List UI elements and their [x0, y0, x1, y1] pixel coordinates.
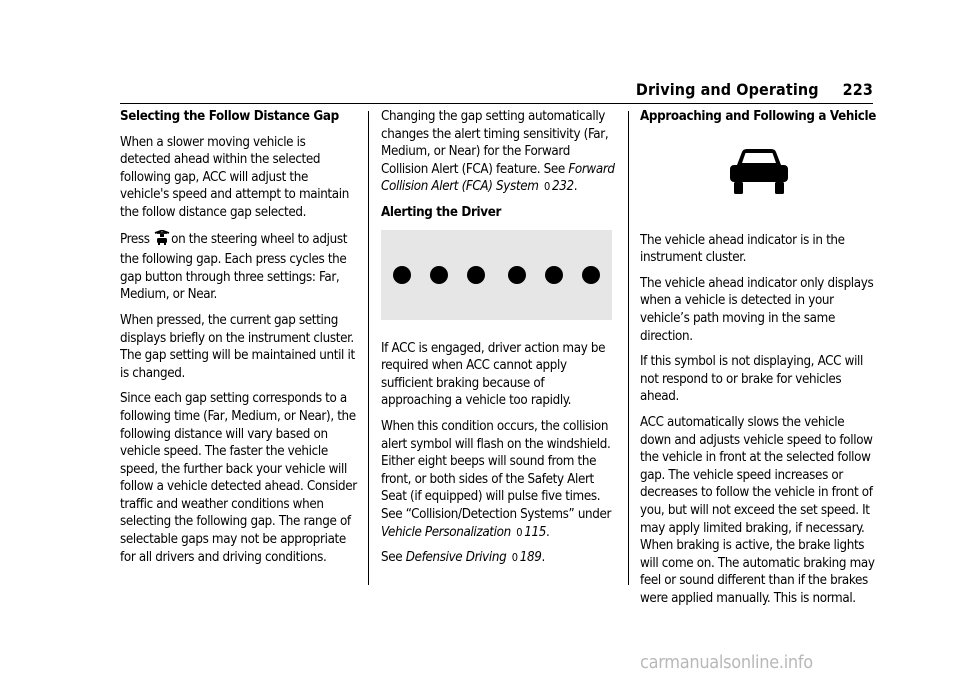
alert-light-dot: [430, 266, 448, 284]
paragraph: See Defensive Driving 0 189.: [381, 550, 545, 566]
xref-symbol: 0: [516, 525, 523, 539]
alert-light-dot: [467, 266, 485, 284]
paragraph-text: Press: [120, 231, 150, 247]
column-divider-1: [368, 111, 369, 585]
paragraph: When a slower moving vehicle is detected ahead within the selected following gap, ACC will adjust the vehicle's speed and attempt to maintain the follow distance gap selected.: [120, 134, 349, 220]
xref-link-defensive-driving[interactable]: Defensive Driving: [405, 550, 507, 566]
paragraph: ACC automatically slows the vehicle down and adjusts vehicle speed to follow the vehicle in front at the selected follow gap. The vehicle speed increases or decreases to follow the vehicle in front of you, but will not exceed the set speed. It may apply limited braking, if necessary. When braking is active, the brake lights will come on. The automatic braking may feel or sound different than if the brakes were applied manually. This is normal.: [640, 414, 875, 606]
vehicle-ahead-icon: [728, 148, 790, 198]
page-header: [636, 80, 873, 99]
xref-link-forward-collision-alert[interactable]: Forward Collision Alert (FCA) System: [381, 161, 615, 195]
paragraph-text: When this condition occurs, the collision alert symbol will flash on the windshield. Either eight beeps will sound from the front, or both sides of the Safety Alert Seat (if equipped) will pulse five times. See “Collision/Detection Systems” under: [381, 418, 612, 522]
xref-symbol: 0: [511, 551, 518, 565]
xref-page-number[interactable]: 232: [551, 179, 574, 195]
alert-light-dot: [582, 266, 600, 284]
paragraph: The vehicle ahead indicator is in the instrument cluster.: [640, 232, 845, 266]
xref-link-vehicle-personalization[interactable]: Vehicle Personalization: [381, 524, 511, 540]
paragraph-text: See: [381, 550, 403, 566]
paragraph: Since each gap setting corresponds to a following time (Far, Medium, or Near), the following distance will vary based on vehicle speed. The faster the vehicle speed, the further back your vehicle will follow a vehicle detected ahead. Consider traffic and weather conditions when selecting the following gap. The range of selectable gaps may not be appropriate for all drivers and driving conditions.: [120, 391, 357, 565]
page-number: 223: [842, 80, 873, 99]
column-1: [120, 108, 357, 574]
paragraph: [120, 230, 357, 304]
paragraph: When this condition occurs, the collision alert symbol will flash on the windshield. Either eight beeps will sound from the front, or both sides of the Safety Alert Seat (if equipped) will pulse five times. See “Collision/Detection Systems” under Vehicle Personalization 0 115.: [381, 418, 612, 540]
alert-light-dot: [393, 266, 411, 284]
paragraph: When pressed, the current gap setting displays briefly on the instrument cluster. The gap setting will be maintained until it is changed.: [120, 312, 355, 381]
xref-symbol: 0: [544, 180, 550, 194]
column-2: [381, 108, 615, 575]
vehicle-ahead-icon-container: [640, 134, 877, 222]
heading-alerting-the-driver: Alerting the Driver: [381, 204, 502, 220]
column-3: [640, 108, 877, 615]
follow-gap-icon: [153, 230, 171, 252]
paragraph-text: Changing the gap setting automatically changes the alert timing sensitivity (Far, Medium, or Near) for the Forward Collision Alert (FCA) feature. See: [381, 109, 609, 177]
header-rule: [120, 103, 873, 104]
section-title: Driving and Operating: [635, 80, 819, 99]
column-divider-2: [628, 111, 629, 585]
paragraph: Changing the gap setting automatically changes the alert timing sensitivity (Far, Medium, or Near) for the Forward Collision Alert (FCA) feature. See Forward Collision Alert (FCA) System 0 232.: [381, 109, 615, 195]
xref-page-number[interactable]: 189: [519, 550, 542, 566]
paragraph-text: on the steering wheel to adjust the following gap. Each press cycles the gap button through three settings: Far, Medium, or Near.: [120, 231, 348, 303]
collision-alert-lights-icon: [381, 230, 612, 320]
watermark: carmanualsonline.info: [640, 652, 813, 673]
paragraph: If this symbol is not displaying, ACC will not respond to or brake for vehicles ahead.: [640, 354, 863, 405]
heading-follow-distance-gap: Selecting the Follow Distance Gap: [120, 109, 339, 124]
xref-page-number[interactable]: 115: [524, 524, 546, 540]
heading-approaching-following: Approaching and Following a Vehicle: [640, 109, 877, 124]
alert-light-dot: [545, 266, 563, 284]
paragraph: The vehicle ahead indicator only displays when a vehicle is detected in your vehicle’s path moving in the same direction.: [640, 275, 874, 344]
paragraph: If ACC is engaged, driver action may be required when ACC cannot apply sufficient braking because of approaching a vehicle too rapidly.: [381, 340, 606, 409]
alert-light-dot: [508, 266, 526, 284]
